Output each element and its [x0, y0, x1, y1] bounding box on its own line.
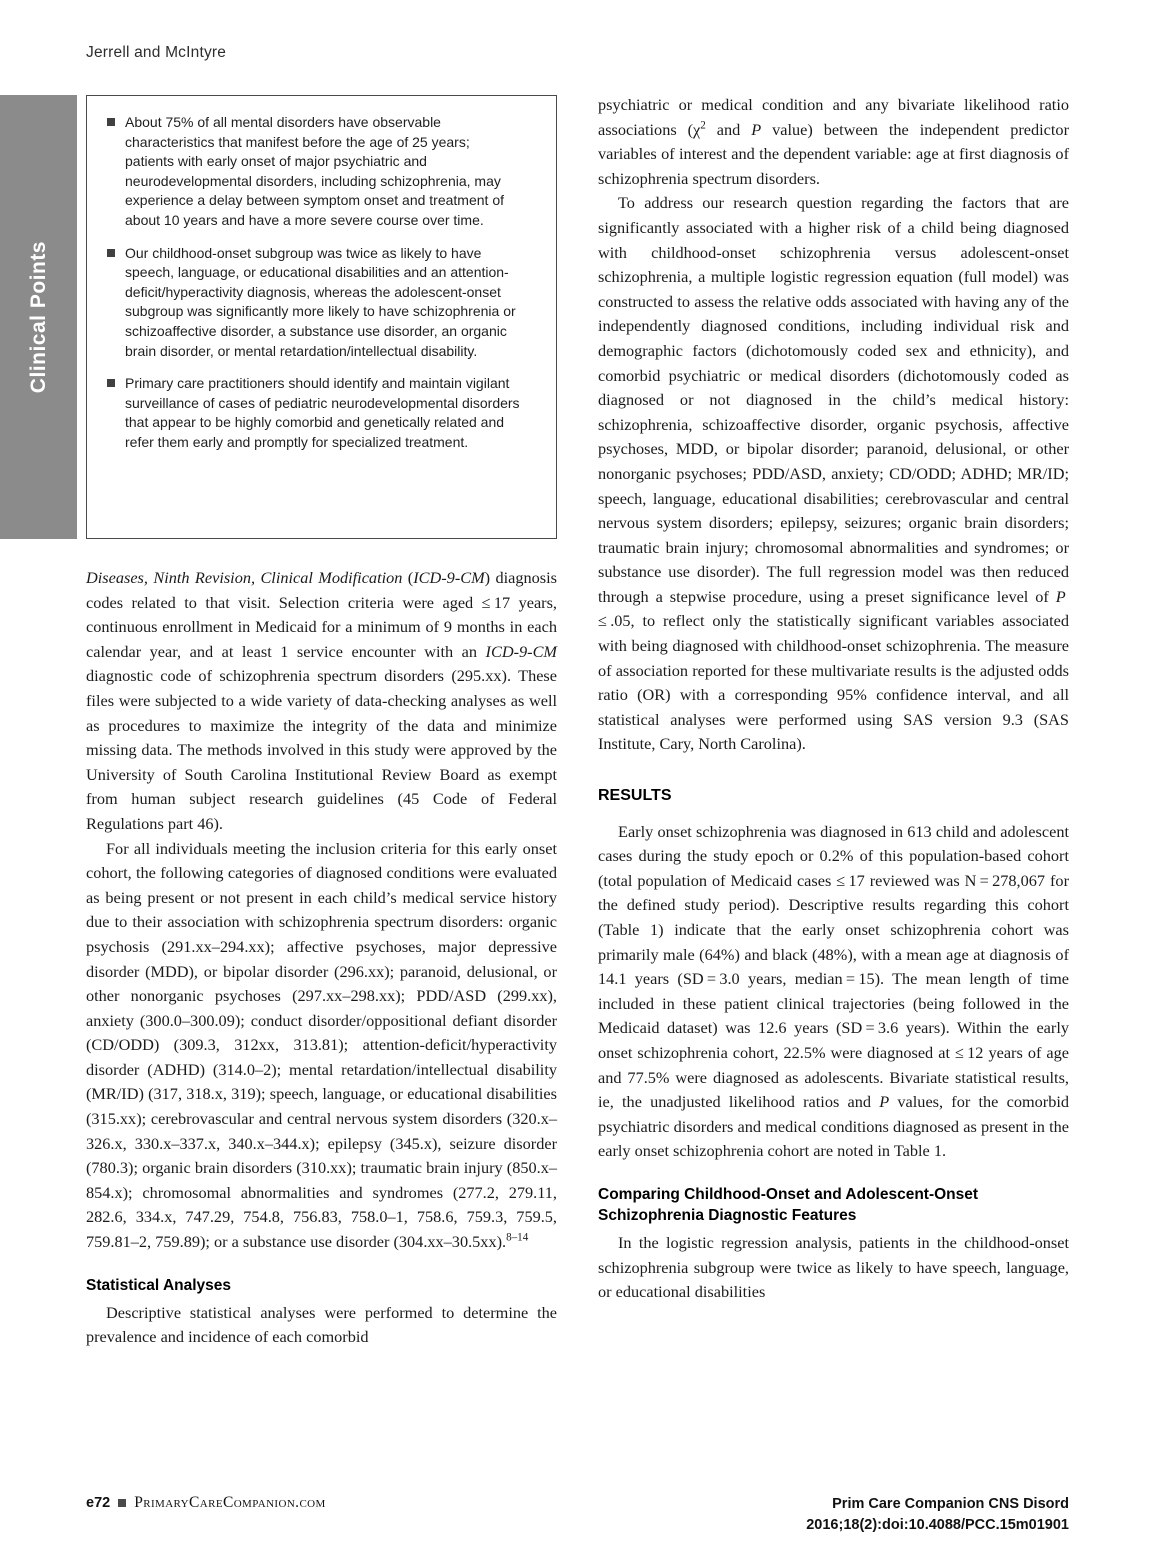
page-number: e72	[86, 1495, 111, 1511]
section-heading-results: RESULTS	[598, 787, 672, 805]
clinical-point-text: Primary care practitioners should identify and maintain vigilant surveillance of cases of pediatric neurodevelopmental disorders that appear to be highly comorbid and genetically related and refer them early and promptly for specialized treatment.	[125, 375, 520, 450]
clinical-points-tab-label: Clinical Points	[26, 240, 50, 394]
clinical-point-item	[107, 113, 522, 231]
footer-left	[86, 1494, 326, 1512]
section-heading-statistical-analyses: Statistical Analyses	[86, 1276, 232, 1294]
clinical-points-box	[86, 95, 557, 539]
footer-square-icon	[118, 1499, 126, 1507]
paragraph-methods-continuation: Diseases, Ninth Revision, Clinical Modification (ICD-9-CM) diagnosis codes related to that visit. Selection criteria were aged ≤ 17 years, continuous enrollment in Medicaid for a minimum of 9 months in each calendar year, and at least 1 service encounter with an ICD-9-CM diagnostic code of schizophrenia spectrum disorders (295.xx). These files were subjected to a wide variety of data-checking analyses as well as procedures to maximize the integrity of the data and minimize missing data. The methods involved in this study were approved by the University of South Carolina Institutional Review Board as exempt from human subject research guidelines (45 Code of Federal Regulations part 46).	[86, 568, 557, 833]
clinical-point-item	[107, 244, 522, 362]
clinical-point-text: Our childhood-onset subgroup was twice as likely to have speech, language, or educational disabilities and an attention-deficit/hyperactivity diagnosis, whereas the adolescent-onset subgroup was significantly more likely to have schizophrenia or schizoaffective disorder, a substance use disorder, an organic brain disorder, or mental retardation/intellectual disability.	[125, 244, 516, 359]
bullet-square-icon	[107, 118, 115, 126]
paragraph-comparing-onset: In the logistic regression analysis, patients in the childhood-onset schizophrenia subgroup were twice as likely to have speech, language, or educational disabilities	[598, 1232, 1069, 1302]
left-column	[86, 566, 557, 1350]
paragraph-diagnosed-conditions: For all individuals meeting the inclusion criteria for this early onset cohort, the following categories of diagnosed conditions were evaluated as being present or not present in each child’s medical service history due to their association with schizophrenia spectrum disorders: organic psychosis (291.xx–294.xx); affective psychoses, major depressive disorder (MDD), or bipolar disorder (296.xx); paranoid, delusional, or other nonorganic psychoses (297.xx–298.xx); PDD/ASD (299.xx), anxiety (300.0–300.09); conduct disorder/oppositional defiant disorder (CD/ODD) (309.3, 312xx, 313.81); attention-deficit/hyperactivity disorder (ADHD) (314.0–2); mental retardation/intellectual disability (MR/ID) (317, 318.x, 319); speech, language, or educational disabilities (315.xx); cerebrovascular and central nervous system disorders (320.x–326.x, 330.x–337.x, 340.x–344.x); epilepsy (345.x), seizure disorder (780.3); organic brain disorders (310.xx); traumatic brain injury (850.x–854.x); chromosomal abnormalities and syndromes (277.2, 279.11, 282.6, 334.x, 747.29, 754.8, 756.83, 758.0–1, 758.6, 759.3, 759.5, 759.81–2, 759.89); or a substance use disorder (304.xx–30.5xx).$^{8-14}$	[86, 838, 557, 1252]
section-heading-comparing-onset: Comparing Childhood-Onset and Adolescent-Onset Schizophrenia Diagnostic Features	[598, 1185, 979, 1224]
bullet-square-icon	[107, 379, 115, 387]
clinical-points-tab	[0, 95, 77, 539]
paragraph-statistical-analyses: Descriptive statistical analyses were performed to determine the prevalence and incidence of each comorbid	[86, 1302, 557, 1347]
clinical-point-text: About 75% of all mental disorders have observable characteristics that manifest before the age of 25 years; patients with early onset of major psychiatric and neurodevelopmental disorders, including schizophrenia, may experience a delay between symptom onset and treatment of about 10 years and have a more severe course over time.	[125, 114, 504, 228]
journal-site: PrimaryCareCompanion.com	[134, 1494, 326, 1511]
paragraph-results-cohort: Early onset schizophrenia was diagnosed in 613 child and adolescent cases during the study epoch or 0.2% of this population-based cohort (total population of Medicaid cases ≤ 17 reviewed was N = 278,067 for the defined study period). Descriptive results regarding this cohort (Table 1) indicate that the early onset schizophrenia cohort was primarily male (64%) and black (48%), with a mean age at diagnosis of 14.1 years (SD = 3.0 years, median = 15). The mean length of time included in these patient clinical trajectories (being followed in the Medicaid dataset) was 12.6 years (SD = 3.6 years). Within the early onset schizophrenia cohort, 22.5% were diagnosed at ≤ 12 years of age and 77.5% were diagnosed as adolescents. Bivariate statistical results, ie, the unadjusted likelihood ratios and P values, for the comorbid psychiatric disorders and medical conditions diagnosed as present in the early onset schizophrenia cohort are noted in Table 1.	[598, 821, 1070, 1161]
citation	[806, 1494, 1069, 1536]
citation-line-2: 2016;18(2):doi:10.4088/PCC.15m01901	[806, 1517, 1069, 1533]
paragraph-logistic-regression: To address our research question regarding the factors that are significantly associated with a higher risk of a child being diagnosed with childhood-onset schizophrenia versus adolescent-onset schizophrenia, a multiple logistic regression equation (full model) was constructed to assess the relative odds associated with having any of the independently diagnosed conditions, including individual risk and demographic factors (dichotomously coded sex and ethnicity), and comorbid psychiatric or medical disorders (dichotomously coded as diagnosed or not diagnosed in the child’s medical history: schizophrenia, schizoaffective disorder, organic psychosis, affective psychoses, MDD, or bipolar disorder; paranoid, delusional, or other nonorganic psychoses; PDD/ASD, anxiety; CD/ODD; ADHD; MR/ID; speech, language, educational disabilities; cerebrovascular and central nervous system disorders; epilepsy, seizures; organic brain disorders; traumatic brain injury; chromosomal abnormalities and syndromes; or substance use disorder). The full regression model was then reduced through a stepwise procedure, using a preset significance level of P ≤ .05, to reflect only the statistically significant variables associated with being diagnosed with childhood-onset schizophrenia. The measure of association reported for these multivariate results is the adjusted odds ratio (OR) with a corresponding 95% confidence interval, and all statistical analyses were performed using SAS version 9.3 (SAS Institute, Cary, North Carolina).	[598, 193, 1069, 754]
right-column	[598, 93, 1069, 1305]
citation-line-1: Prim Care Companion CNS Disord	[832, 1496, 1069, 1512]
running-head: Jerrell and McIntyre	[86, 44, 227, 61]
footer	[86, 1494, 1069, 1536]
paragraph-bivariate-continuation: psychiatric or medical condition and any bivariate likelihood ratio associations ($\chi^2$ and P value) between the independent predictor variables of interest and the dependent variable: age at first diagnosis of schizophrenia spectrum disorders.	[598, 95, 1069, 188]
clinical-point-item	[107, 374, 522, 452]
bullet-square-icon	[107, 249, 115, 257]
